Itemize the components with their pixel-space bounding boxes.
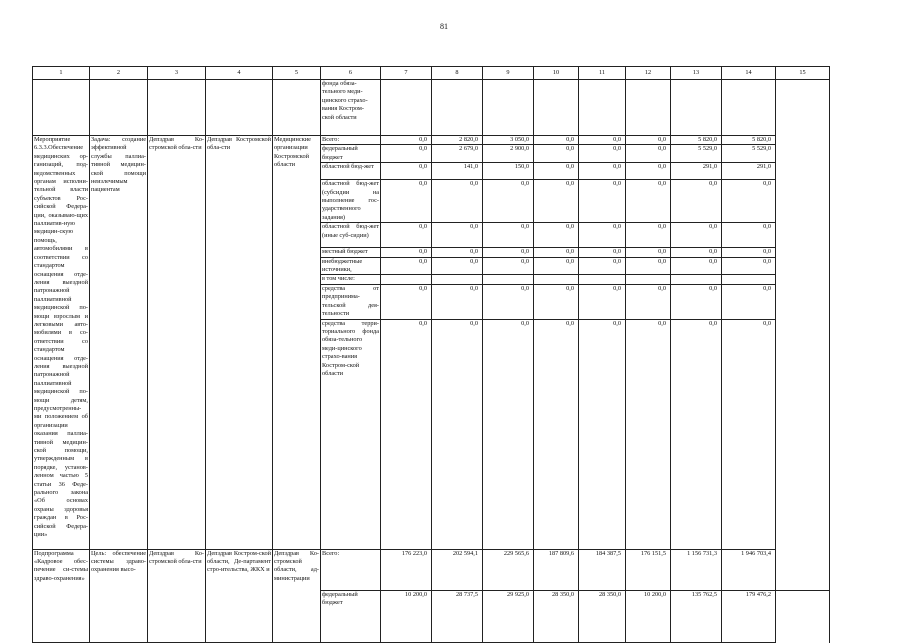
column-header: 13 (671, 67, 722, 80)
value-cell: 0,0 (626, 136, 671, 145)
column-header: 3 (148, 67, 206, 80)
task-cell: Задача: создание эффективной службы паллиа-тивной медицин-ской помощи неизлечимым пациентам (90, 136, 148, 550)
value-cell: 0,0 (671, 180, 722, 223)
value-cell: 0,0 (579, 180, 626, 223)
source-cell: местный бюджет (321, 248, 381, 257)
source-cell: Всего: (321, 549, 381, 591)
value-cell: 0,0 (432, 319, 483, 549)
value-cell: 0,0 (381, 319, 432, 549)
source-cell: средства терри-ториального фонда обяза-тельного меди-цинского страхо-вания Костром-ской области (321, 319, 381, 549)
value-cell (579, 275, 626, 284)
value-cell: 5 820,0 (671, 136, 722, 145)
source-cell: областной бюд-жет (321, 163, 381, 180)
value-cell: 135 762,5 (671, 591, 722, 643)
value-cell: 0,0 (579, 248, 626, 257)
value-cell: 0,0 (432, 257, 483, 275)
value-cell: 0,0 (483, 319, 534, 549)
value-cell: 0,0 (381, 257, 432, 275)
value-cell: 187 809,6 (534, 549, 579, 591)
value-cell: 28 350,0 (534, 591, 579, 643)
value-cell: 5 820,0 (722, 136, 776, 145)
value-cell: 0,0 (579, 136, 626, 145)
value-cell: 0,0 (381, 284, 432, 319)
value-cell: 0,0 (432, 284, 483, 319)
value-cell: 0,0 (722, 248, 776, 257)
value-cell: 0,0 (579, 284, 626, 319)
budget-table (32, 66, 830, 643)
column-header: 9 (483, 67, 534, 80)
header-row (33, 67, 830, 80)
value-cell: 0,0 (626, 163, 671, 180)
source-cell: фонда обяза- тельного меди- цинского страхо- вания Костром- ской области (321, 80, 381, 136)
value-cell: 2 820,0 (432, 136, 483, 145)
value-cell: 150,0 (483, 163, 534, 180)
value-cell: 0,0 (381, 136, 432, 145)
value-cell: 0,0 (432, 248, 483, 257)
value-cell: 0,0 (432, 223, 483, 248)
value-cell (381, 275, 432, 284)
column-header: 5 (273, 67, 321, 80)
value-cell: 0,0 (626, 223, 671, 248)
value-cell: 0,0 (579, 145, 626, 163)
source-cell: федеральный бюджет (321, 145, 381, 163)
value-cell: 0,0 (579, 257, 626, 275)
source-cell: областной бюд-жет (иные суб-сидии) (321, 223, 381, 248)
value-cell: 0,0 (381, 180, 432, 223)
column-header: 14 (722, 67, 776, 80)
value-cell: 0,0 (432, 180, 483, 223)
source-cell: федеральный бюджет (321, 591, 381, 643)
column-header: 7 (381, 67, 432, 80)
page-number: 81 (440, 22, 448, 31)
value-cell: 0,0 (483, 223, 534, 248)
value-cell: 0,0 (534, 284, 579, 319)
value-cell (671, 275, 722, 284)
value-cell: 0,0 (483, 284, 534, 319)
value-cell: 0,0 (671, 248, 722, 257)
value-cell: 0,0 (381, 248, 432, 257)
table-row (33, 136, 830, 145)
value-cell: 2 900,0 (483, 145, 534, 163)
column-header: 4 (206, 67, 273, 80)
value-cell: 0,0 (579, 319, 626, 549)
value-cell: 0,0 (534, 257, 579, 275)
table-row (33, 549, 830, 591)
value-cell (626, 275, 671, 284)
value-cell: 229 565,6 (483, 549, 534, 591)
value-cell: 0,0 (534, 319, 579, 549)
value-cell: 28 350,0 (579, 591, 626, 643)
column-header: 12 (626, 67, 671, 80)
value-cell: 0,0 (722, 257, 776, 275)
value-cell: 0,0 (626, 145, 671, 163)
subprogram-coordinator-cell: Депздрав Ко-стромской обла-сти (148, 549, 206, 642)
subprogram-name-cell: Подпрограмма «Кадровое обес-печение си-стемы здраво-охранения» (33, 549, 90, 642)
coordinator-cell: Депздрав Ко-стромской обла-сти (148, 136, 206, 550)
column-header: 8 (432, 67, 483, 80)
value-cell: 0,0 (722, 284, 776, 319)
value-cell: 0,0 (626, 319, 671, 549)
value-cell: 0,0 (534, 163, 579, 180)
column-header: 15 (776, 67, 830, 80)
measure-name-cell: Мероприятие 6.3.3.Обеспечение медицинских ор-ганизаций, под-ведомственных органам исполни-тельной власти субъектов Рос-сийской Федера-ции, оказываю-щих паллиатив-ную медицин-скую помощь, автомобилями в соответствии со стандартом оснащения отде-ления выездной патронажной паллиативной медицинской по-мощи взрослым и легковыми авто-мобилями в со-ответствии со стандартом оснащения отде-ления выездной патронажной паллиативной медицинской по-мощи детям, предусмотренны-ми положением об организации оказания паллиа-тивной медицин-ской помощи, утвержденным в порядке, установ-ленном частью 5 статьи 36 Феде-рального закона «Об основах охраны здоровья граждан в Рос-сийской Федера-ции» (33, 136, 90, 550)
value-cell: 29 925,0 (483, 591, 534, 643)
value-cell: 1 156 731,3 (671, 549, 722, 591)
value-cell: 176 151,5 (626, 549, 671, 591)
value-cell: 0,0 (671, 319, 722, 549)
value-cell: 5 529,0 (671, 145, 722, 163)
value-cell: 0,0 (381, 223, 432, 248)
participants-cell: Медицинские организации Костромской области (273, 136, 321, 550)
value-cell: 0,0 (534, 180, 579, 223)
value-cell: 202 594,1 (432, 549, 483, 591)
column-header: 2 (90, 67, 148, 80)
value-cell: 0,0 (626, 257, 671, 275)
value-cell: 1 946 703,4 (722, 549, 776, 591)
source-cell: в том числе: (321, 275, 381, 284)
value-cell: 0,0 (483, 257, 534, 275)
value-cell: 0,0 (381, 145, 432, 163)
subprogram-participants-cell: Депздрав Ко-стромской области, ад-министрации (273, 549, 321, 642)
value-cell: 179 476,2 (722, 591, 776, 643)
value-cell: 0,0 (671, 223, 722, 248)
source-cell: Всего: (321, 136, 381, 145)
value-cell: 0,0 (722, 319, 776, 549)
column-header: 1 (33, 67, 90, 80)
value-cell: 176 223,0 (381, 549, 432, 591)
value-cell: 0,0 (579, 163, 626, 180)
value-cell: 291,0 (722, 163, 776, 180)
value-cell: 0,0 (381, 163, 432, 180)
column-header: 10 (534, 67, 579, 80)
value-cell: 5 529,0 (722, 145, 776, 163)
value-cell: 0,0 (722, 180, 776, 223)
value-cell: 0,0 (579, 223, 626, 248)
subprogram-executor-cell: Депздрав Костром-ской области, Де-партамент стро-ительства, ЖКХ и (206, 549, 273, 642)
executor-cell: Депздрав Костромской обла-сти (206, 136, 273, 550)
value-cell: 0,0 (722, 223, 776, 248)
value-cell (432, 275, 483, 284)
value-cell: 0,0 (671, 257, 722, 275)
value-cell: 0,0 (671, 284, 722, 319)
result-cell-empty (776, 80, 830, 591)
value-cell: 0,0 (483, 180, 534, 223)
subprogram-goal-cell: Цель: обеспечение системы здраво-охранения высо- (90, 549, 148, 642)
value-cell: 3 050,0 (483, 136, 534, 145)
value-cell: 0,0 (534, 145, 579, 163)
continuation-row (33, 80, 830, 136)
value-cell: 2 679,0 (432, 145, 483, 163)
value-cell (534, 275, 579, 284)
value-cell: 291,0 (671, 163, 722, 180)
value-cell: 0,0 (626, 284, 671, 319)
column-header: 11 (579, 67, 626, 80)
value-cell: 184 387,5 (579, 549, 626, 591)
value-cell: 0,0 (534, 248, 579, 257)
source-cell: внебюджетные источники, (321, 257, 381, 275)
value-cell: 0,0 (626, 180, 671, 223)
source-cell: средства от предпринима-тельской дея-тельности (322, 284, 379, 318)
value-cell: 28 737,5 (432, 591, 483, 643)
value-cell: 0,0 (483, 248, 534, 257)
value-cell: 10 200,0 (626, 591, 671, 643)
value-cell (722, 275, 776, 284)
value-cell: 0,0 (626, 248, 671, 257)
value-cell: 0,0 (534, 223, 579, 248)
value-cell: 141,0 (432, 163, 483, 180)
source-cell: областной бюд-жет (субсидии на выполнение гос-ударственного задания) (322, 180, 379, 221)
value-cell: 10 200,0 (381, 591, 432, 643)
value-cell: 0,0 (534, 136, 579, 145)
value-cell (483, 275, 534, 284)
column-header: 6 (321, 67, 381, 80)
